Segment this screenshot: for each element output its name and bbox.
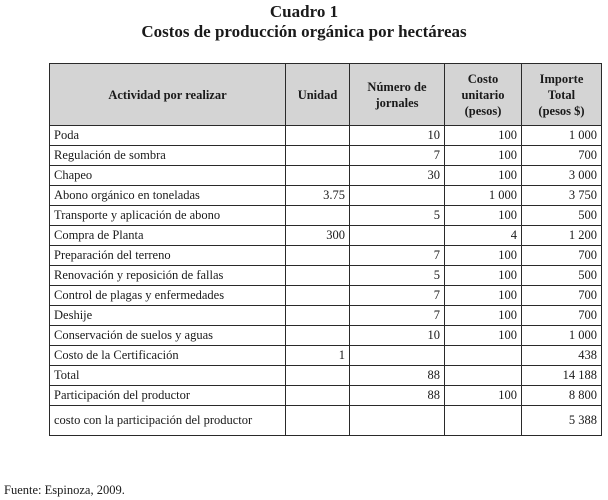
cell-unit-cost: 100	[445, 266, 522, 286]
cell-total: 5 388	[522, 406, 602, 436]
cell-unit	[286, 286, 350, 306]
cell-unit	[286, 246, 350, 266]
cell-unit	[286, 206, 350, 226]
header-jornales-line2: jornales	[375, 95, 419, 110]
cell-unit-cost: 100	[445, 326, 522, 346]
cell-total: 1 000	[522, 326, 602, 346]
cell-unit	[286, 366, 350, 386]
cell-unit: 1	[286, 346, 350, 366]
table-caption-label: Cuadro 1	[269, 2, 339, 21]
cell-total: 500	[522, 266, 602, 286]
cell-jornales: 10	[350, 126, 445, 146]
cell-jornales	[350, 186, 445, 206]
cell-total: 500	[522, 206, 602, 226]
header-total-line1: Importe	[539, 71, 584, 86]
cell-jornales: 7	[350, 146, 445, 166]
cell-total: 3 750	[522, 186, 602, 206]
header-jornales	[350, 64, 445, 126]
table-row	[50, 166, 602, 186]
cell-total: 700	[522, 146, 602, 166]
header-row	[50, 64, 602, 126]
cell-unit	[286, 266, 350, 286]
cell-unit-cost	[445, 346, 522, 366]
table-row	[50, 326, 602, 346]
cell-unit-cost: 100	[445, 286, 522, 306]
cell-activity: Preparación del terreno	[50, 246, 286, 266]
cell-total: 700	[522, 246, 602, 266]
cell-total: 1 000	[522, 126, 602, 146]
cell-unit-cost: 100	[445, 306, 522, 326]
cell-total: 700	[522, 286, 602, 306]
table-row	[50, 346, 602, 366]
header-jornales-line1: Número de	[367, 79, 427, 94]
table-row	[50, 226, 602, 246]
cell-total: 3 000	[522, 166, 602, 186]
cell-jornales	[350, 226, 445, 246]
cell-unit	[286, 326, 350, 346]
table-row	[50, 386, 602, 406]
cell-activity: Transporte y aplicación de abono	[50, 206, 286, 226]
cell-activity: Compra de Planta	[50, 226, 286, 246]
cell-unit-cost: 100	[445, 246, 522, 266]
table-row	[50, 246, 602, 266]
cell-unit-cost: 100	[445, 126, 522, 146]
cell-jornales: 88	[350, 386, 445, 406]
header-unit-cost-line1: Costo	[467, 71, 499, 86]
table-row	[50, 286, 602, 306]
table-row	[50, 146, 602, 166]
cell-jornales: 7	[350, 246, 445, 266]
cell-total: 1 200	[522, 226, 602, 246]
cell-activity: Control de plagas y enfermedades	[50, 286, 286, 306]
source-footnote: Fuente: Espinoza, 2009.	[4, 483, 125, 497]
cell-jornales: 10	[350, 326, 445, 346]
cell-jornales: 7	[350, 286, 445, 306]
cell-unit-cost: 100	[445, 166, 522, 186]
header-unit-cost	[445, 64, 522, 126]
table-row	[50, 406, 602, 436]
header-unit: Unidad	[286, 64, 350, 126]
cell-activity: Conservación de suelos y aguas	[50, 326, 286, 346]
cell-jornales	[350, 406, 445, 436]
cell-unit-cost	[445, 406, 522, 436]
header-unit-cost-line3: (pesos)	[464, 103, 502, 118]
cell-total: 438	[522, 346, 602, 366]
cell-unit	[286, 146, 350, 166]
header-activity: Actividad por realizar	[50, 64, 286, 126]
cell-activity: Total	[50, 366, 286, 386]
cell-activity: Costo de la Certificación	[50, 346, 286, 366]
cell-unit	[286, 406, 350, 436]
cell-activity: Regulación de sombra	[50, 146, 286, 166]
cell-jornales: 5	[350, 206, 445, 226]
table-row	[50, 366, 602, 386]
header-unit-cost-line2: unitario	[461, 87, 505, 102]
cell-total: 8 800	[522, 386, 602, 406]
cell-activity: Participación del productor	[50, 386, 286, 406]
cell-unit-cost: 100	[445, 206, 522, 226]
table-row	[50, 306, 602, 326]
cell-activity: Poda	[50, 126, 286, 146]
cell-unit	[286, 166, 350, 186]
cell-total: 700	[522, 306, 602, 326]
cell-activity: Abono orgánico en toneladas	[50, 186, 286, 206]
cell-activity: Chapeo	[50, 166, 286, 186]
table-row	[50, 266, 602, 286]
cell-activity: costo con la participación del productor	[50, 406, 286, 436]
cell-jornales: 7	[350, 306, 445, 326]
header-total	[522, 64, 602, 126]
cell-unit-cost: 100	[445, 386, 522, 406]
table-row	[50, 206, 602, 226]
production-costs-table	[49, 63, 602, 436]
cell-jornales	[350, 346, 445, 366]
cell-unit	[286, 386, 350, 406]
header-total-line2: Total	[547, 87, 576, 102]
cell-jornales: 88	[350, 366, 445, 386]
cell-unit-cost	[445, 366, 522, 386]
cell-unit	[286, 306, 350, 326]
cell-unit-cost: 4	[445, 226, 522, 246]
cell-unit	[286, 126, 350, 146]
cell-unit-cost: 100	[445, 146, 522, 166]
table-row	[50, 126, 602, 146]
cell-jornales: 5	[350, 266, 445, 286]
table-row	[50, 186, 602, 206]
cell-activity: Deshije	[50, 306, 286, 326]
cell-activity: Renovación y reposición de fallas	[50, 266, 286, 286]
cell-unit-cost: 1 000	[445, 186, 522, 206]
header-total-line3: (pesos $)	[538, 103, 585, 118]
cell-total: 14 188	[522, 366, 602, 386]
cell-unit: 3.75	[286, 186, 350, 206]
cell-unit: 300	[286, 226, 350, 246]
cell-jornales: 30	[350, 166, 445, 186]
table-caption-title: Costos de producción orgánica por hectáreas	[141, 22, 467, 41]
